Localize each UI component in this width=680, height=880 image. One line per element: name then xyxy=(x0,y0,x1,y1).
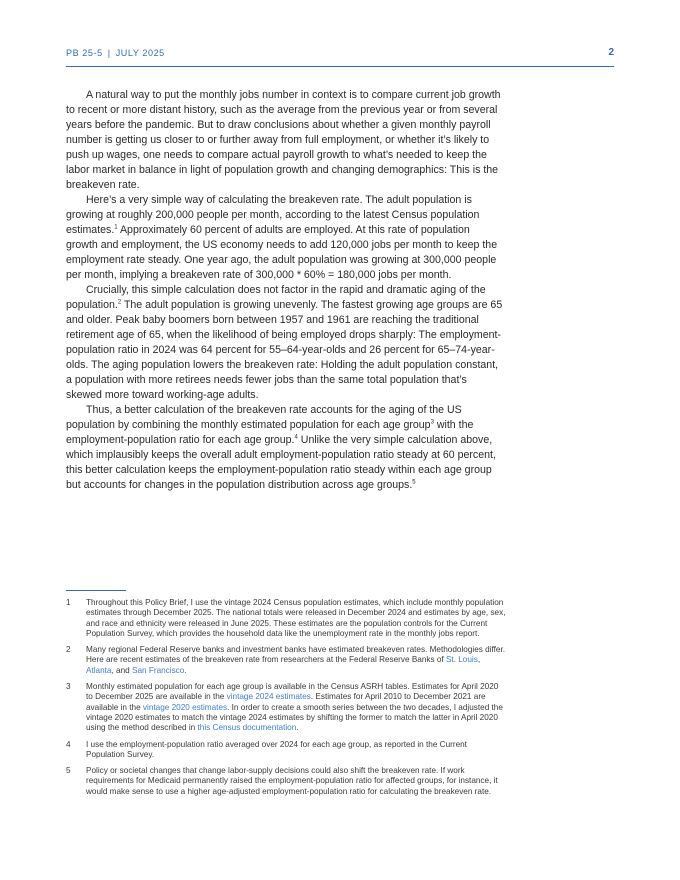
main-body xyxy=(66,88,504,493)
atlanta-link[interactable]: Atlanta xyxy=(86,665,112,675)
footnote-ref[interactable]: 4 xyxy=(294,434,298,441)
page-header xyxy=(66,46,614,67)
footnote-number: 3 xyxy=(66,682,71,692)
paragraph: Thus, a better calculation of the breakeven rate accounts for the aging of the US population by combining the monthly estimated population for each age group$^3$ with the employment-population ratio for each age group.$^4$ Unlike the very simple calculation above, which implausibly keeps the overall adult employment-population ratio steady at 60 percent, this better calculation keeps the employment-population ratio steady within each age group but accounts for changes in the population distribution across age groups.$^5$ xyxy=(66,404,496,491)
paragraph: Here’s a very simple way of calculating the breakeven rate. The adult population is growing at roughly 200,000 people per month, according to the latest Census population estimates.$^1$ Approximately 60 percent of adults are employed. At this rate of population growth and employment, the US economy needs to add 120,000 jobs per month to keep the employment rate steady. One year ago, the adult population was growing at 300,000 people per month, implying a breakeven rate of 300,000 * 60% = 180,000 jobs per month. xyxy=(66,194,498,281)
series-number: PB 25-5 xyxy=(66,48,103,58)
footnote-text: I use the employment-population ratio averaged over 2024 for each age group, as reported in the Current Population Survey. xyxy=(86,739,467,759)
footnote-1 xyxy=(66,598,506,639)
footnote-4 xyxy=(66,740,506,761)
footnote-ref[interactable]: 1 xyxy=(114,224,118,231)
footnote-number: 5 xyxy=(66,766,71,776)
footnote-2 xyxy=(66,645,506,676)
paragraph: A natural way to put the monthly jobs number in context is to compare current job growth to recent or more distant history, such as the average from the previous year or from several years before the pandemic. But to draw conclusions about whether a given monthly payroll number is getting us closer to or further away from full employment, or whether it’s likely to push up wages, one needs to compare actual payroll growth to what’s needed to keep the labor market in balance in light of population growth and changing demographics: This is the breakeven rate. xyxy=(66,89,501,191)
footnote-number: 2 xyxy=(66,645,71,655)
header-divider: | xyxy=(107,48,111,58)
vintage-2020-link[interactable]: vintage 2020 estimates xyxy=(142,702,228,712)
footnote-ref[interactable]: 5 xyxy=(412,479,416,486)
header-publication-info xyxy=(66,48,165,58)
san-francisco-link[interactable]: San Francisco xyxy=(132,665,185,675)
footnote-ref[interactable]: 3 xyxy=(430,419,434,426)
vintage-2024-link[interactable]: vintage 2024 estimates xyxy=(226,692,311,702)
footnote-number: 4 xyxy=(66,739,71,749)
footnote-divider xyxy=(66,590,126,591)
footnote-text: Throughout this Policy Brief, I use the vintage 2024 Census population estimates, which include monthly population estimates through December 2025. The national totals were released in December 2024 and estimates by age, sex, and race and ethnicity were released in June 2025. These estimates are the population controls for the Current Population Survey, which provides the household data like the unemployment rate in the monthly jobs report. xyxy=(86,598,506,638)
footnote-text: Policy or societal changes that change labor-supply decisions could also shift the breakeven rate. If work requirements for Medicaid permanently raised the employment-population ratio for affected groups, for instance, it would make sense to use a higher age-adjusted employment-population ratio for calculating the breakeven rate. xyxy=(86,766,498,796)
footnote-3 xyxy=(66,682,506,733)
footnotes xyxy=(66,598,506,803)
footnote-text: Monthly estimated population for each age group is available in the Census ASRH tables. Estimates for April 2020 to December 2025 are available in the vintage 2024 estimates. Estimates for April 2010 to December 2021 are available in the vintage 2020 estimates. In order to create a smooth series between the two decades, I adjusted the vintage 2020 estimates to match the vintage 2024 estimates by shifting the former to match the latter in April 2020 using the method described in this Census documentation. xyxy=(86,682,503,733)
publication-date: JULY 2025 xyxy=(115,48,165,58)
footnote-number: 1 xyxy=(66,598,71,607)
st-louis-link[interactable]: St. Louis xyxy=(445,655,478,665)
footnote-text: Many regional Federal Reserve banks and investment banks have estimated breakeven rates. Methodologies differ. Here are recent estimates of the breakeven rate from researchers at the Federal Reserve Banks of St. Louis, Atlanta, and San Francisco. xyxy=(86,645,506,675)
footnote-5 xyxy=(66,766,506,797)
page-number: 2 xyxy=(608,47,614,58)
footnote-ref[interactable]: 2 xyxy=(117,299,122,306)
census-documentation-link[interactable]: this Census documentation xyxy=(197,723,297,733)
paragraph: Crucially, this simple calculation does not factor in the rapid and dramatic aging of the population.$^2$ The adult population is growing unevenly. The fastest growing age groups are 65 and older. Peak baby boomers born between 1957 and 1961 are reaching the traditional retirement age of 65, when the likelihood of being employed drops sharply: The employment-population ratio in 2024 was 64 percent for 55–64-year-olds and 26 percent for 65–74-year-olds. The aging population lowers the breakeven rate: Holding the adult population constant, a population with more retirees needs fewer jobs than the same total population that’s skewed more toward working-age adults. xyxy=(66,284,503,401)
